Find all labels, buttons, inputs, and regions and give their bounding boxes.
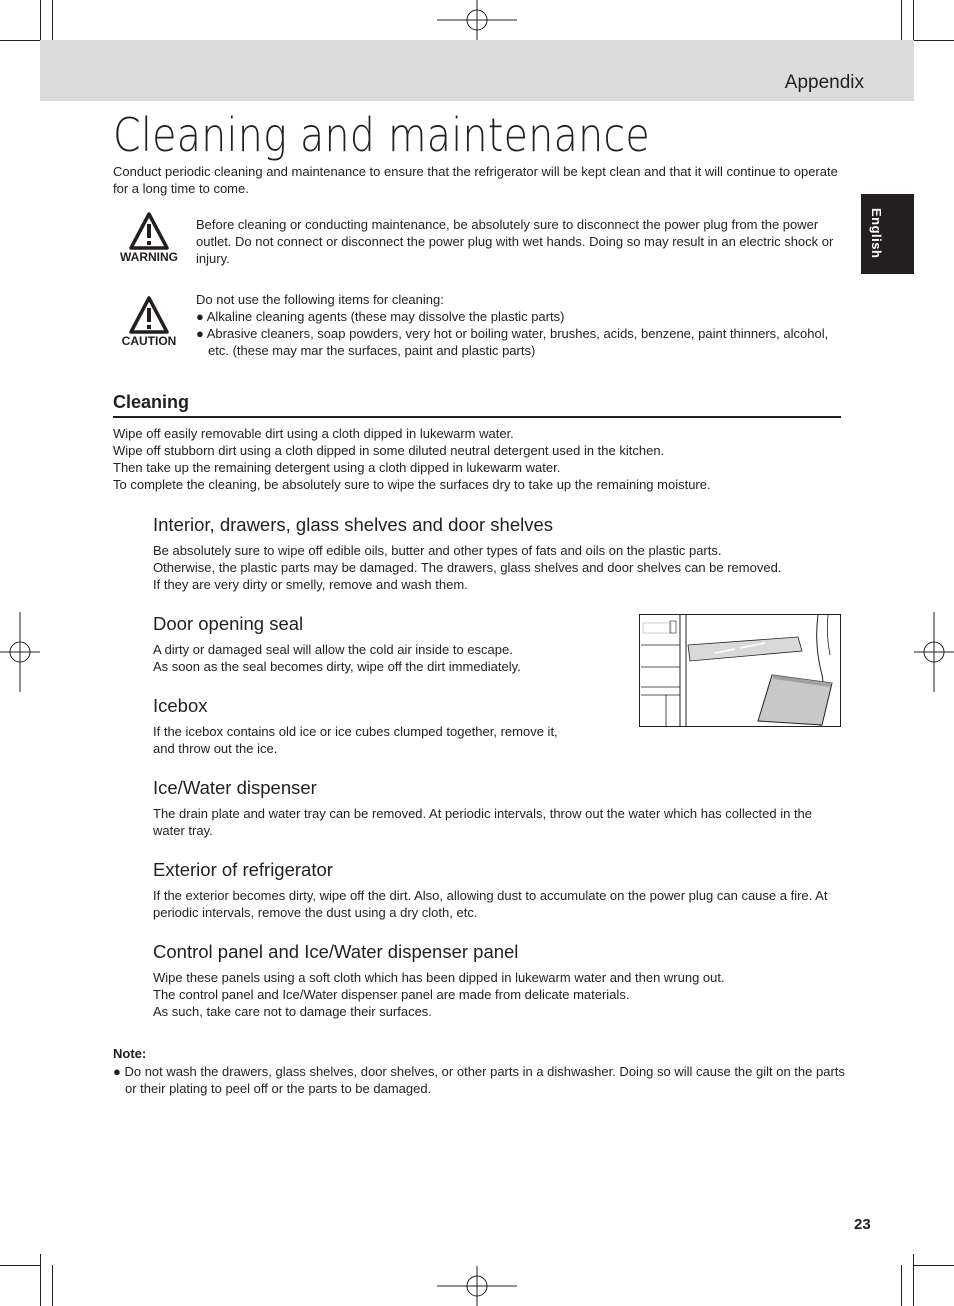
warning-symbol	[114, 212, 184, 264]
section-body-dispenser	[153, 805, 843, 839]
section-line: The drain plate and water tray can be removed. At periodic intervals, throw out the water which has collected in the water tray.	[153, 806, 813, 838]
page-title: Cleaning and maintenance	[113, 108, 651, 162]
cleaning-line: Wipe off stubborn dirt using a cloth dipped in some diluted neutral detergent used in the kitchen.	[113, 443, 665, 458]
section-body-exterior	[153, 887, 843, 921]
section-body-control-panel	[153, 969, 843, 1020]
caution-triangle-icon	[129, 296, 169, 334]
caution-intro: Do not use the following items for cleaning:	[196, 292, 444, 307]
cleaning-heading-rule	[113, 416, 841, 418]
note-text: ● Do not wash the drawers, glass shelves, door shelves, or other parts in a dishwasher. Doing so will cause the gilt on the parts or their plating to peel off or the parts to be damaged.	[113, 1064, 845, 1096]
cleaning-line: Then take up the remaining detergent using a cloth dipped in lukewarm water.	[113, 460, 561, 475]
section-line: If the icebox contains old ice or ice cubes clumped together, remove it,	[153, 724, 558, 739]
caution-item: ● Alkaline cleaning agents (these may dissolve the plastic parts)	[196, 309, 565, 324]
section-line: Wipe these panels using a soft cloth which has been dipped in lukewarm water and then wrung out.	[153, 970, 725, 985]
header-band	[40, 40, 914, 101]
section-heading-control-panel: Control panel and Ice/Water dispenser panel	[153, 941, 519, 962]
cleaning-intro	[113, 425, 843, 493]
section-body-icebox	[153, 723, 623, 757]
page-number: 23	[854, 1216, 871, 1233]
section-line: A dirty or damaged seal will allow the cold air inside to escape.	[153, 642, 513, 657]
registration-mark-top	[437, 0, 517, 40]
warning-label: WARNING	[120, 250, 178, 264]
section-heading-dispenser: Ice/Water dispenser	[153, 777, 317, 798]
registration-mark-right	[914, 612, 954, 692]
registration-mark-left	[0, 612, 40, 692]
section-heading-interior: Interior, drawers, glass shelves and door shelves	[153, 514, 554, 535]
section-line: The control panel and Ice/Water dispenser panel are made from delicate materials.	[153, 987, 630, 1002]
section-line: As soon as the seal becomes dirty, wipe off the dirt immediately.	[153, 659, 521, 674]
intro-paragraph: Conduct periodic cleaning and maintenance to ensure that the refrigerator will be kept clean and that it will continue to operate for a long time to come.	[113, 164, 838, 196]
language-tab	[861, 194, 914, 274]
warning-triangle-icon	[129, 212, 169, 250]
section-heading-icebox: Icebox	[153, 695, 208, 716]
cleaning-line: To complete the cleaning, be absolutely sure to wipe the surfaces dry to take up the remaining moisture.	[113, 477, 711, 492]
section-line: and throw out the ice.	[153, 741, 278, 756]
caution-item: ● Abrasive cleaners, soap powders, very hot or boiling water, brushes, acids, benzene, paint thinners, alcohol, etc. (these may mar the surfaces, paint and plastic parts)	[196, 326, 829, 358]
section-label: Appendix	[784, 72, 864, 93]
section-line: As such, take care not to damage their surfaces.	[153, 1004, 432, 1019]
language-tab-label: English	[869, 208, 884, 259]
cleaning-heading: Cleaning	[113, 392, 190, 412]
section-heading-door-seal: Door opening seal	[153, 613, 304, 634]
caution-symbol	[114, 296, 184, 348]
registration-mark-bottom	[437, 1266, 517, 1306]
section-line: Be absolutely sure to wipe off edible oils, butter and other types of fats and oils on the plastic parts.	[153, 543, 722, 558]
caution-text	[196, 291, 841, 359]
caution-label: CAUTION	[121, 334, 177, 348]
refrigerator-wiping-illustration	[640, 615, 840, 726]
section-body-interior	[153, 542, 843, 593]
section-body-door-seal	[153, 641, 623, 675]
door-seal-illustration	[639, 614, 841, 727]
note-heading: Note:	[113, 1046, 147, 1061]
cleaning-line: Wipe off easily removable dirt using a cloth dipped in lukewarm water.	[113, 426, 514, 441]
section-line: If the exterior becomes dirty, wipe off the dirt. Also, allowing dust to accumulate on the power plug can cause a fire. At periodic intervals, remove the dust using a dry cloth, etc.	[153, 888, 828, 920]
warning-text: Before cleaning or conducting maintenance, be absolutely sure to disconnect the power plug from the power outlet. Do not connect or disconnect the power plug with wet hands. Doing so may result in an electric shock or injury.	[196, 217, 834, 266]
section-heading-exterior: Exterior of refrigerator	[153, 859, 333, 880]
section-line: Otherwise, the plastic parts may be damaged. The drawers, glass shelves and door shelves can be removed.	[153, 560, 782, 575]
section-line: If they are very dirty or smelly, remove and wash them.	[153, 577, 468, 592]
